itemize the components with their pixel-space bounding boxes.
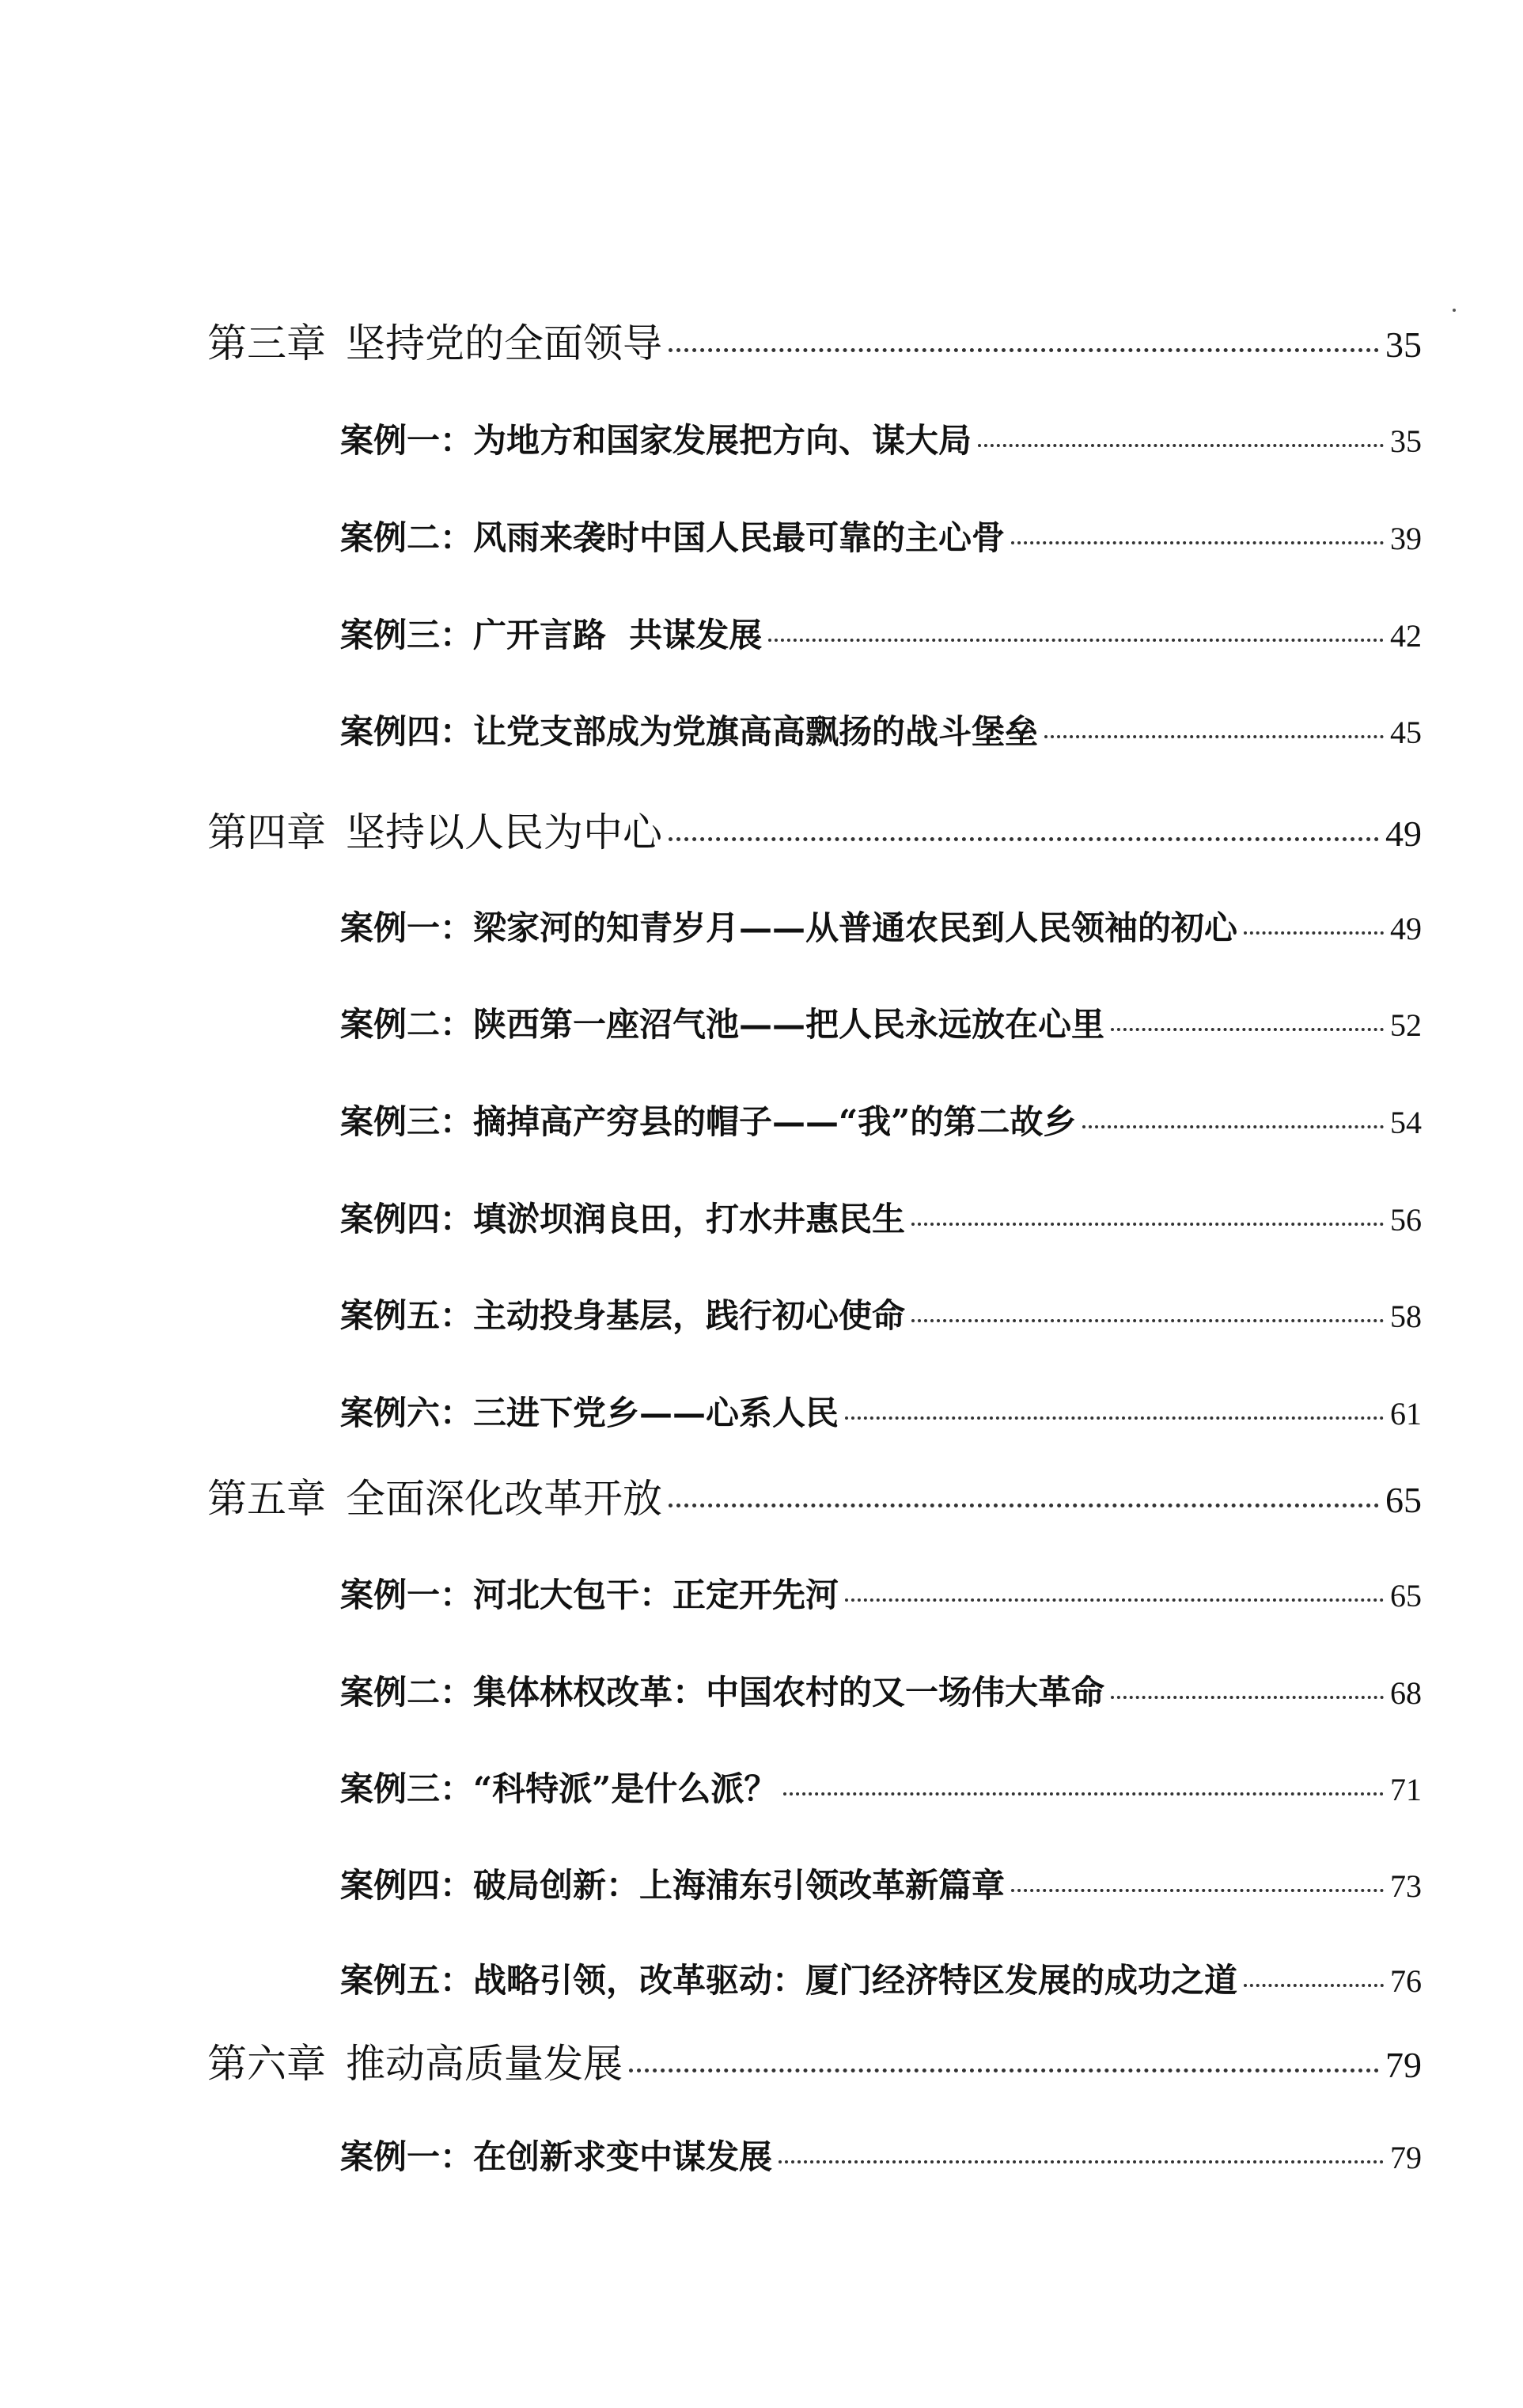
dot-leader bbox=[1082, 1125, 1384, 1128]
chapter-title bbox=[207, 312, 662, 369]
dot-leader bbox=[669, 837, 1379, 841]
case-label: 案例三： bbox=[340, 1102, 474, 1141]
page-number: 76 bbox=[1390, 1963, 1422, 1999]
dot-leader bbox=[669, 348, 1379, 352]
case-name: 在创新求变中谋发展 bbox=[473, 2137, 773, 2176]
dot-leader bbox=[783, 1792, 1384, 1796]
case-label: 案例二： bbox=[340, 518, 474, 557]
case-label: 案例六： bbox=[340, 1394, 474, 1432]
toc-chapter-3[interactable] bbox=[207, 312, 1422, 369]
page-number: 54 bbox=[1390, 1105, 1422, 1140]
case-name: 战略引领，改革驱动：厦门经济特区发展的成功之道 bbox=[473, 1961, 1238, 2000]
case-name: 摘掉高产穷县的帽子——“我”的第二故乡 bbox=[473, 1102, 1077, 1141]
chapter-name: 推动高质量发展 bbox=[346, 2041, 623, 2087]
dot-leader bbox=[1044, 735, 1384, 738]
case-title bbox=[340, 999, 1104, 1046]
case-title bbox=[340, 1763, 777, 1811]
case-name: “科特派”是什么派？ bbox=[473, 1769, 778, 1808]
toc-chapter-6[interactable] bbox=[207, 2032, 1422, 2089]
case-label: 案例三： bbox=[340, 616, 474, 654]
scan-speck bbox=[1453, 309, 1456, 312]
chapter-name: 全面深化改革开放 bbox=[346, 1476, 662, 1522]
case-title bbox=[340, 2131, 772, 2179]
case-title bbox=[340, 706, 1038, 753]
chapter-label: 第三章 bbox=[207, 320, 326, 366]
dot-leader bbox=[1011, 1889, 1384, 1892]
chapter-label: 第六章 bbox=[207, 2041, 326, 2087]
case-label: 案例一： bbox=[340, 908, 474, 947]
page-number: 49 bbox=[1390, 911, 1422, 946]
toc-case-4-3[interactable] bbox=[340, 1096, 1422, 1143]
toc-case-3-4[interactable] bbox=[340, 706, 1422, 753]
case-name: 集体林权改革：中国农村的又一场伟大革命 bbox=[473, 1673, 1105, 1712]
case-label: 案例四： bbox=[340, 712, 474, 751]
case-name: 为地方和国家发展把方向、谋大局 bbox=[473, 421, 972, 460]
dot-leader bbox=[978, 444, 1384, 447]
dot-leader bbox=[1111, 1028, 1384, 1031]
chapter-name: 坚持以人民为中心 bbox=[346, 810, 662, 855]
case-name: 河北大包干：正定开先河 bbox=[473, 1576, 839, 1614]
case-label: 案例一： bbox=[340, 2137, 474, 2176]
toc-case-4-6[interactable] bbox=[340, 1387, 1422, 1435]
toc-case-4-1[interactable] bbox=[340, 902, 1422, 950]
page-number: 39 bbox=[1390, 521, 1422, 556]
page-number: 52 bbox=[1390, 1007, 1422, 1043]
case-title bbox=[340, 1096, 1076, 1143]
case-name: 填淤坝润良田，打水井惠民生 bbox=[473, 1200, 906, 1238]
case-label: 案例五： bbox=[340, 1961, 474, 2000]
case-label: 案例二： bbox=[340, 1005, 474, 1044]
case-label: 案例二： bbox=[340, 1673, 474, 1712]
case-title bbox=[340, 1193, 905, 1241]
toc-case-5-1[interactable] bbox=[340, 1569, 1422, 1617]
toc-case-3-2[interactable] bbox=[340, 512, 1422, 559]
page-number: 73 bbox=[1390, 1868, 1422, 1904]
page-number: 71 bbox=[1390, 1772, 1422, 1807]
toc-case-5-2[interactable] bbox=[340, 1667, 1422, 1714]
toc-case-6-1[interactable] bbox=[340, 2131, 1422, 2179]
case-title bbox=[340, 902, 1237, 950]
dot-leader bbox=[845, 1416, 1384, 1420]
case-label: 案例一： bbox=[340, 421, 474, 460]
dot-leader bbox=[1244, 1984, 1384, 1987]
toc-case-5-4[interactable] bbox=[340, 1860, 1422, 1907]
case-name: 让党支部成为党旗高高飘扬的战斗堡垒 bbox=[473, 712, 1039, 751]
toc-case-5-3[interactable] bbox=[340, 1763, 1422, 1811]
case-title bbox=[340, 609, 762, 657]
toc-case-5-5[interactable] bbox=[340, 1955, 1422, 2002]
case-name: 梁家河的知青岁月——从普通农民到人民领袖的初心 bbox=[473, 908, 1238, 947]
case-label: 案例四： bbox=[340, 1866, 474, 1905]
dot-leader bbox=[911, 1223, 1384, 1226]
case-title bbox=[340, 1290, 905, 1337]
page-number: 65 bbox=[1385, 1480, 1422, 1520]
page-number: 79 bbox=[1385, 2045, 1422, 2085]
case-title bbox=[340, 512, 1005, 559]
chapter-label: 第五章 bbox=[207, 1476, 326, 1522]
toc-case-3-3[interactable] bbox=[340, 609, 1422, 657]
case-name: 风雨来袭时中国人民最可靠的主心骨 bbox=[473, 518, 1006, 557]
page-number: 35 bbox=[1390, 423, 1422, 459]
dot-leader bbox=[911, 1319, 1384, 1322]
page-number: 79 bbox=[1390, 2140, 1422, 2175]
case-title bbox=[340, 1955, 1237, 2002]
chapter-label: 第四章 bbox=[207, 810, 326, 855]
toc-case-4-2[interactable] bbox=[340, 999, 1422, 1046]
page-number: 61 bbox=[1390, 1396, 1422, 1432]
toc-case-4-4[interactable] bbox=[340, 1193, 1422, 1241]
page-number: 56 bbox=[1390, 1202, 1422, 1238]
case-label: 案例四： bbox=[340, 1200, 474, 1238]
chapter-title bbox=[207, 1467, 662, 1524]
page-number: 65 bbox=[1390, 1578, 1422, 1614]
case-label: 案例五： bbox=[340, 1296, 474, 1335]
case-title bbox=[340, 1667, 1104, 1714]
dot-leader bbox=[629, 2069, 1379, 2072]
page-number: 49 bbox=[1385, 813, 1422, 854]
toc-chapter-5[interactable] bbox=[207, 1467, 1422, 1524]
case-name: 三进下党乡——心系人民 bbox=[473, 1394, 839, 1432]
case-name: 陕西第一座沼气池——把人民永远放在心里 bbox=[473, 1005, 1105, 1044]
page-number: 45 bbox=[1390, 715, 1422, 750]
case-name: 广开言路 共谋发展 bbox=[473, 616, 763, 654]
case-title bbox=[340, 415, 972, 462]
page-number: 68 bbox=[1390, 1675, 1422, 1711]
chapter-title bbox=[207, 2032, 623, 2089]
dot-leader bbox=[768, 639, 1384, 642]
dot-leader bbox=[1011, 541, 1384, 544]
dot-leader bbox=[1111, 1696, 1384, 1699]
case-label: 案例三： bbox=[340, 1769, 474, 1808]
toc-chapter-4[interactable] bbox=[207, 801, 1422, 858]
case-title bbox=[340, 1387, 839, 1435]
page-number: 42 bbox=[1390, 618, 1422, 654]
case-name: 破局创新：上海浦东引领改革新篇章 bbox=[473, 1866, 1006, 1905]
page-number: 35 bbox=[1385, 324, 1422, 365]
case-title bbox=[340, 1569, 839, 1617]
dot-leader bbox=[669, 1504, 1379, 1507]
toc-case-4-5[interactable] bbox=[340, 1290, 1422, 1337]
case-name: 主动投身基层，践行初心使命 bbox=[473, 1296, 906, 1335]
chapter-name: 坚持党的全面领导 bbox=[346, 320, 662, 366]
case-label: 案例一： bbox=[340, 1576, 474, 1614]
dot-leader bbox=[845, 1598, 1384, 1602]
dot-leader bbox=[779, 2160, 1384, 2163]
dot-leader bbox=[1244, 931, 1384, 935]
page-number: 58 bbox=[1390, 1299, 1422, 1334]
chapter-title bbox=[207, 801, 662, 858]
case-title bbox=[340, 1860, 1005, 1907]
toc-case-3-1[interactable] bbox=[340, 415, 1422, 462]
